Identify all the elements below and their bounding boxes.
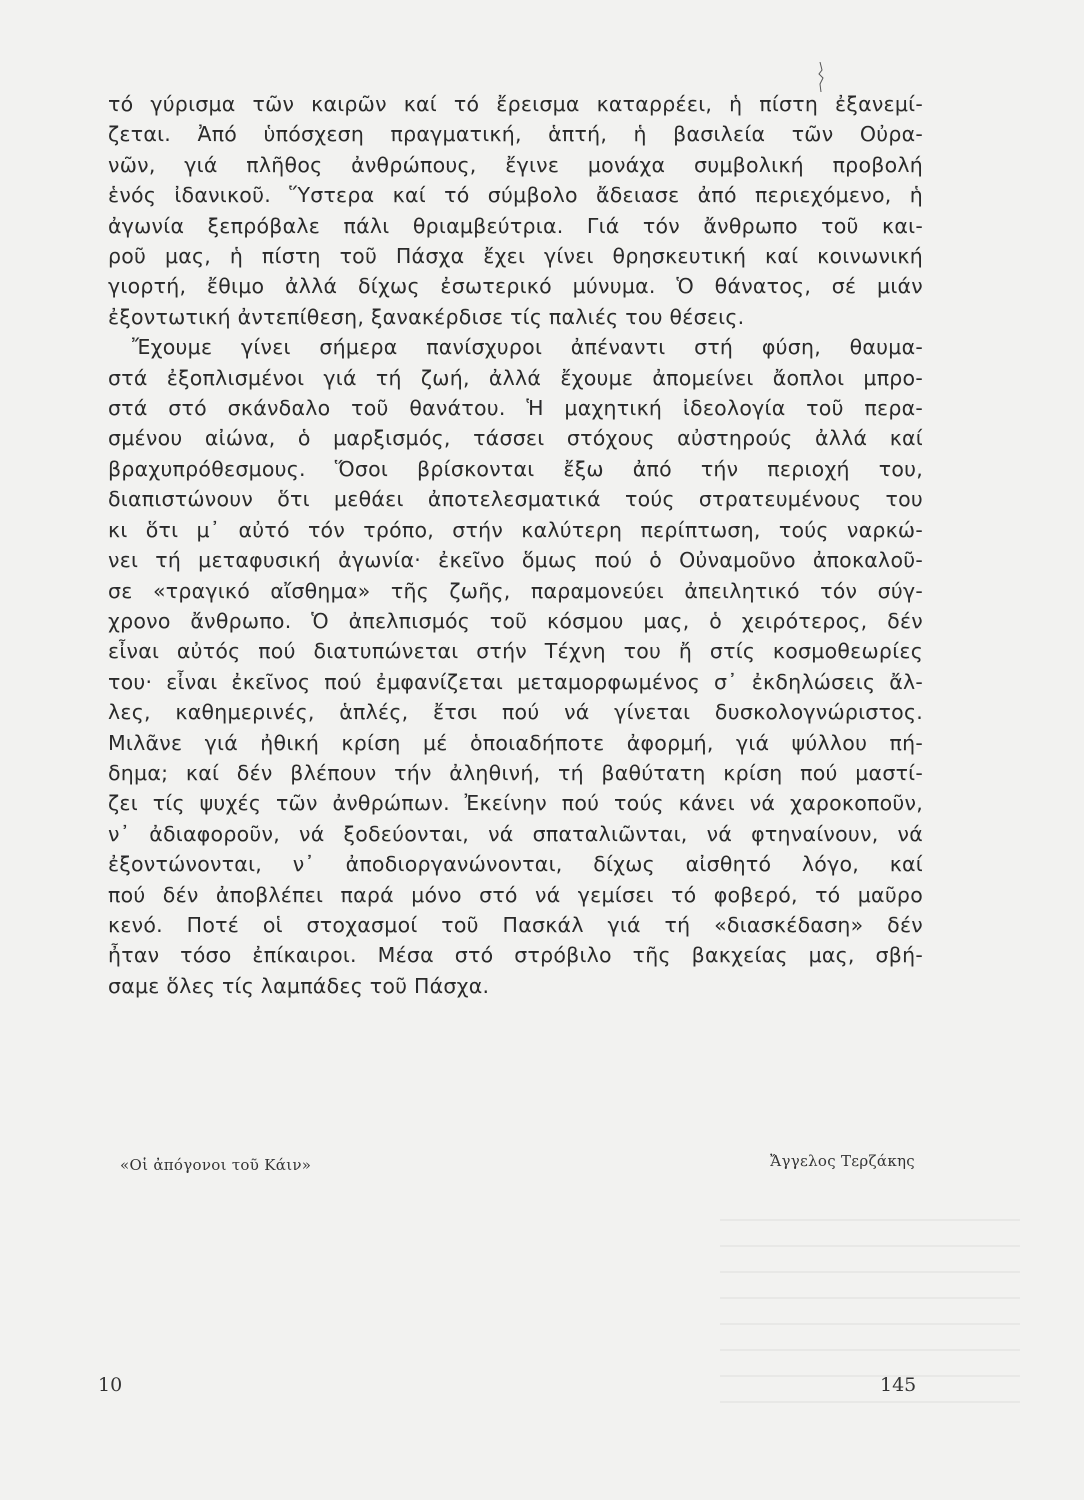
author-name: Ἄγγελος Τερζάκης xyxy=(770,1152,915,1170)
text-line: ροῦ μας, ἡ πίστη τοῦ Πάσχα ἔχει γίνει θρησκευτική καί κοινωνική xyxy=(108,244,923,269)
text-line: χρονο ἄνθρωπο. Ὁ ἀπελπισμός τοῦ κόσμου μας, ὁ χειρότερος, δέν xyxy=(108,608,923,633)
text-line: διαπιστώνουν ὅτι μεθάει ἀποτελεσματικά τούς στρατευμένους του xyxy=(108,487,923,512)
text-line: ἐξοντώνονται, ν᾽ ἀποδιοργανώνονται, δίχως αἰσθητό λόγο, καί xyxy=(108,852,923,877)
article-body xyxy=(108,89,923,1001)
text-line: ἀγωνία ξεπρόβαλε πάλι θριαμβεύτρια. Γιά τόν ἄνθρωπο τοῦ και- xyxy=(108,213,923,238)
page-number: 145 xyxy=(880,1374,917,1396)
text-line: ζεται. Ἀπό ὑπόσχεση πραγματική, ἁπτή, ἡ βασιλεία τῶν Οὐρα- xyxy=(108,122,923,147)
text-line: νῶν, γιά πλῆθος ἀνθρώπους, ἔγινε μονάχα συμβολική προβολή xyxy=(108,152,923,177)
text-line: ν᾽ ἀδιαφοροῦν, νά ξοδεύονται, νά σπαταλιῶνται, νά φτηναίνουν, νά xyxy=(108,821,923,846)
text-line: του· εἶναι ἐκεῖνος πού ἐμφανίζεται μεταμορφωμένος σ᾽ ἐκδηλώσεις ἄλ- xyxy=(108,669,923,694)
text-line: στά στό σκάνδαλο τοῦ θανάτου. Ἡ μαχητική ἰδεολογία τοῦ περα- xyxy=(108,396,923,421)
paragraph-1 xyxy=(108,89,923,332)
text-line: σε «τραγικό αἴσθημα» τῆς ζωῆς, παραμονεύει ἀπειλητικό τόν σύγ- xyxy=(108,578,923,603)
source-citation: «Οἱ ἀπόγονοι τοῦ Κάιν» xyxy=(120,1156,312,1174)
text-line: κι ὅτι μ᾽ αὐτό τόν τρόπο, στήν καλύτερη περίπτωση, τούς ναρκώ- xyxy=(108,517,923,542)
text-line: νει τή μεταφυσική ἀγωνία· ἐκεῖνο ὅμως πού ὁ Οὐναμοῦνο ἀποκαλοῦ- xyxy=(108,548,923,573)
text-line: Μιλᾶνε γιά ἠθική κρίση μέ ὁποιαδήποτε ἀφορμή, γιά ψύλλου πή- xyxy=(108,730,923,755)
text-line: τό γύρισμα τῶν καιρῶν καί τό ἔρεισμα καταρρέει, ἡ πίστη ἐξανεμί- xyxy=(108,92,923,116)
text-line: σαμε ὅλες τίς λαμπάδες τοῦ Πάσχα. xyxy=(108,973,490,998)
signature-mark: 10 xyxy=(98,1374,123,1396)
text-line: στά ἐξοπλισμένοι γιά τή ζωή, ἀλλά ἔχουμε ἀπομείνει ἄοπλοι μπρο- xyxy=(108,365,923,390)
text-line: γιορτή, ἔθιμο ἀλλά δίχως ἐσωτερικό μύνυμα. Ὁ θάνατος, σέ μιάν xyxy=(108,274,923,299)
text-line: ἦταν τόσο ἐπίκαιροι. Μέσα στό στρόβιλο τῆς βακχείας μας, σβή- xyxy=(108,943,923,968)
text-line: βραχυπρόθεσμους. Ὅσοι βρίσκονται ἔξω ἀπό τήν περιοχή του, xyxy=(108,456,923,481)
bleed-through-shadow xyxy=(720,1195,1020,1425)
margin-pencil-mark xyxy=(815,62,827,92)
text-line: πού δέν ἀποβλέπει παρά μόνο στό νά γεμίσει τό φοβερό, τό μαῦρο xyxy=(108,882,923,907)
text-line: Ἔχουμε γίνει σήμερα πανίσχυροι ἀπέναντι στή φύση, θαυμα- xyxy=(132,335,923,360)
text-line: σμένου αἰώνα, ὁ μαρξισμός, τάσσει στόχους αὐστηρούς ἀλλά καί xyxy=(108,426,923,451)
text-line: δημα; καί δέν βλέπουν τήν ἀληθινή, τή βαθύτατη κρίση πού μαστί- xyxy=(108,760,923,785)
text-line: ἐξοντωτική ἀντεπίθεση, ξανακέρδισε τίς παλιές του θέσεις. xyxy=(108,304,745,329)
text-line: κενό. Ποτέ οἱ στοχασμοί τοῦ Πασκάλ γιά τή «διασκέδαση» δέν xyxy=(108,912,923,937)
text-line: λες, καθημερινές, ἁπλές, ἔτσι πού νά γίνεται δυσκολογνώριστος. xyxy=(108,700,923,725)
text-line: εἶναι αὐτός πού διατυπώνεται στήν Τέχνη του ἤ στίς κοσμοθεωρίες xyxy=(108,639,923,664)
paragraph-2 xyxy=(108,332,923,1001)
text-line: ἑνός ἰδανικοῦ. Ὕστερα καί τό σύμβολο ἄδειασε ἀπό περιεχόμενο, ἡ xyxy=(108,183,923,208)
text-line: ζει τίς ψυχές τῶν ἀνθρώπων. Ἐκείνην πού τούς κάνει νά χαροκοποῦν, xyxy=(108,791,923,816)
